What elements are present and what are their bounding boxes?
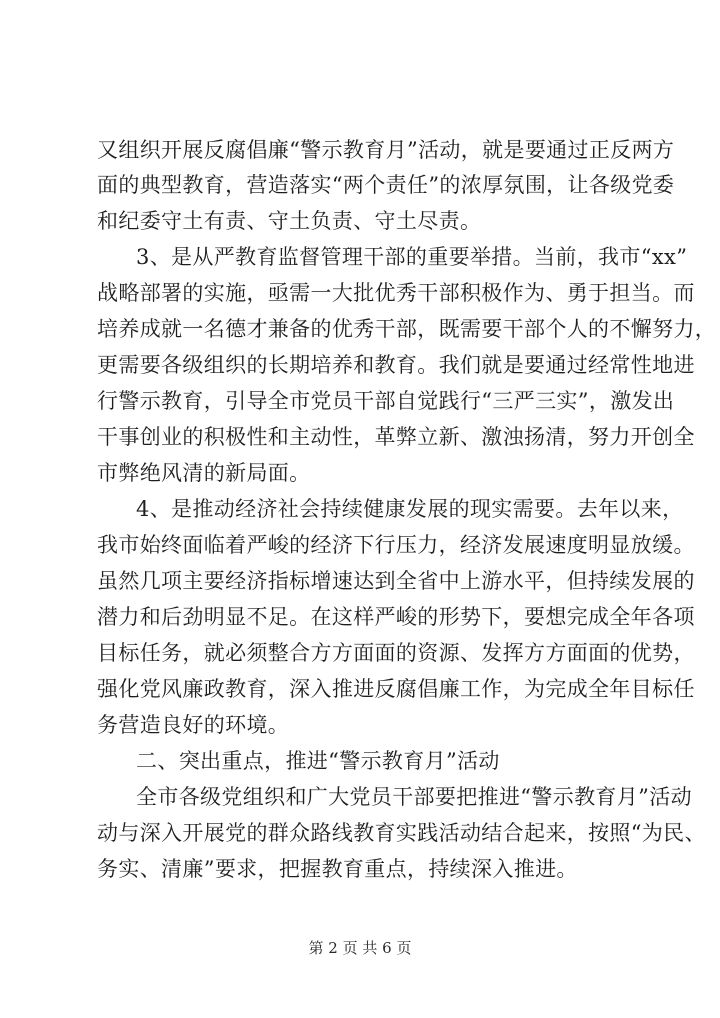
text-line: 潜力和后劲明显不足。在这样严峻的形势下，要想完成全年各项	[97, 605, 695, 629]
text-line: 干事创业的积极性和主动性，革弊立新、激浊扬清，努力开创全	[97, 425, 695, 449]
text-line: 我市始终面临着严峻的经济下行压力，经济发展速度明显放缓。	[97, 533, 695, 557]
text-line: 目标任务，就必须整合方方面面的资源、发挥方方面面的优势，	[97, 641, 695, 665]
text-line: 市弊绝风清的新局面。	[97, 461, 311, 485]
text-line: 强化党风廉政教育，深入推进反腐倡廉工作，为完成全年目标任	[97, 677, 695, 701]
text-line: 务营造良好的环境。	[97, 713, 290, 737]
text-line: 和纪委守土有责、守土负责、守土尽责。	[97, 209, 482, 233]
text-line: 更需要各级组织的长期培养和教育。我们就是要通过经常性地进	[97, 353, 695, 377]
text-line: 务实、清廉”要求，把握教育重点，持续深入推进。	[97, 857, 578, 881]
text-line: 战略部署的实施，亟需一大批优秀干部积极作为、勇于担当。而	[97, 281, 695, 305]
text-line: 培养成就一名德才兼备的优秀干部，既需要干部个人的不懈努力，	[97, 317, 717, 341]
text-line: 虽然几项主要经济指标增速达到全省中上游水平，但持续发展的	[97, 569, 695, 593]
section-heading: 二、突出重点，推进“警示教育月”活动	[136, 749, 500, 773]
paragraph-first-line: 全市各级党组织和广大党员干部要把推进“警示教育月”活动	[136, 785, 692, 809]
paragraph-first-line: 3、是从严教育监督管理干部的重要举措。当前，我市“xx”	[136, 245, 688, 269]
text-line: 动与深入开展党的群众路线教育实践活动结合起来，按照“为民、	[97, 821, 706, 845]
text-line: 又组织开展反腐倡廉“警示教育月”活动，就是要通过正反两方	[97, 138, 675, 162]
page-number-footer: 第 2 页 共 6 页	[308, 939, 412, 957]
text-line: 行警示教育，引导全市党员干部自觉践行“三严三实”，激发出	[97, 389, 675, 413]
paragraph-first-line: 4、是推动经济社会持续健康发展的现实需要。去年以来，	[136, 497, 684, 521]
text-line: 面的典型教育，营造落实“两个责任”的浓厚氛围，让各级党委	[97, 173, 675, 197]
